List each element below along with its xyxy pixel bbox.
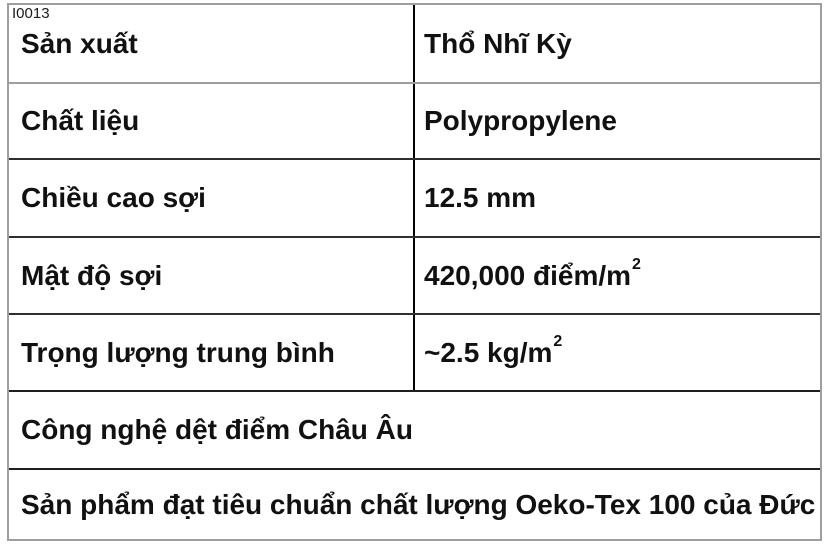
table-row: [9, 390, 820, 468]
spec-value: [413, 84, 820, 158]
spec-value: [413, 160, 820, 236]
spec-label: Sản xuất: [21, 27, 138, 59]
spec-label: Chất liệu: [21, 105, 140, 136]
spec-label: Chiều cao sợi: [21, 182, 206, 213]
spec-value-text: ~2.5 kg/m: [424, 336, 553, 368]
table-row: [9, 236, 820, 313]
product-code: I0013: [12, 5, 50, 22]
spec-value-text: Polypropylene: [424, 105, 617, 136]
spec-value: [413, 238, 820, 313]
spec-value: [413, 315, 820, 390]
table-row: [9, 5, 820, 82]
spec-value-superscript: 2: [553, 332, 563, 350]
product-spec-table: [7, 3, 822, 541]
spec-value: [413, 5, 820, 82]
note-text: Sản phẩm đạt tiêu chuẩn chất lượng Oeko-Tex 100 của Đức: [21, 488, 816, 520]
table-row: [9, 82, 820, 158]
spec-value-text: 12.5 mm: [424, 182, 537, 213]
spec-label: Mật độ sợi: [21, 259, 163, 291]
table-row: [9, 313, 820, 390]
spec-label: Trọng lượng trung bình: [21, 336, 335, 368]
table-row: [9, 468, 820, 539]
spec-value-superscript: 2: [632, 255, 641, 273]
table-row: [9, 158, 820, 236]
spec-value-text: Thổ Nhĩ Kỳ: [424, 27, 572, 59]
note-text: Công nghệ dệt điểm Châu Âu: [21, 414, 413, 445]
spec-value-text: 420,000 điểm/m: [424, 259, 632, 291]
